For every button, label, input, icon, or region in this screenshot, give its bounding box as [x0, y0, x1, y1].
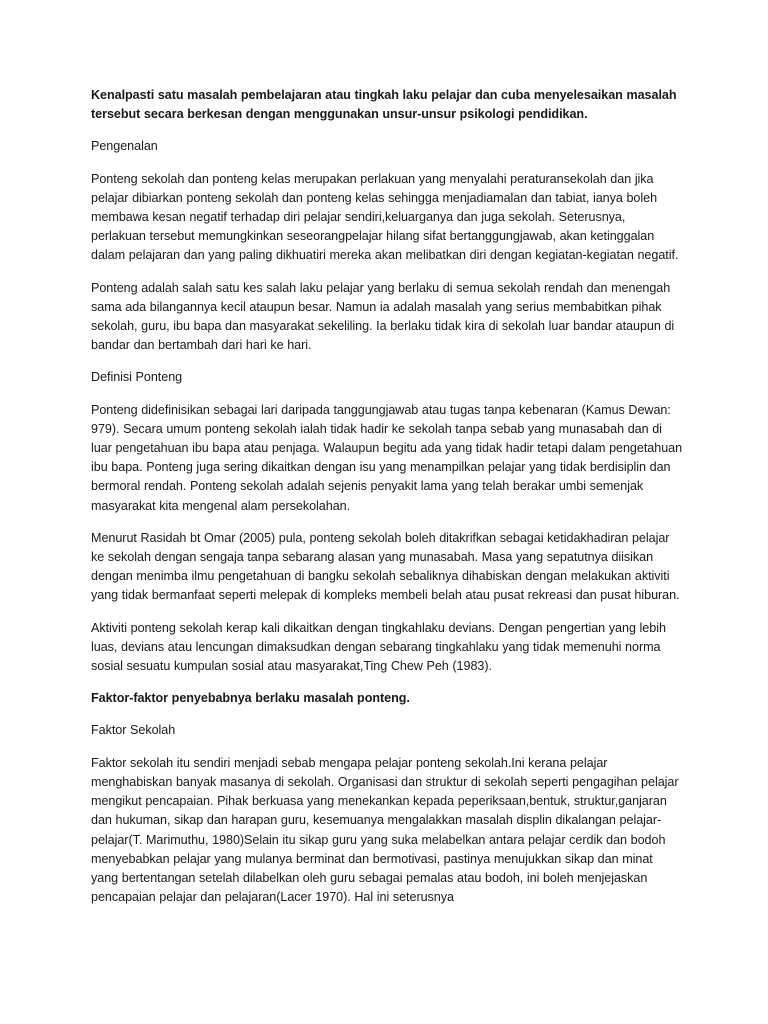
heading-faktor-penyebab: Faktor-faktor penyebabnya berlaku masalah ponteng. — [91, 691, 410, 706]
paragraph-pengenalan-2: Ponteng adalah salah satu kes salah laku pelajar yang berlaku di semua sekolah rendah dan menengah sama ada bilangannya kecil ataupun besar. Namun ia adalah masalah yang serius membabitkan pihak sekolah, guru, ibu bapa dan masyarakat sekeliling. Ia berlaku tidak kira di sekolah luar bandar ataupun di bandar dan bertambah dari hari ke hari. — [91, 280, 675, 353]
paragraph-definisi-3: Aktiviti ponteng sekolah kerap kali dikaitkan dengan tingkahlaku devians. Dengan pengertian yang lebih luas, devians atau lencungan dimaksudkan dengan sebarang tingkahlaku yang tidak memenuhi norma sosial sesuatu kumpulan sosial atau masyarakat,Ting Chew Peh (1983). — [91, 620, 666, 674]
paragraph-pengenalan-1: Ponteng sekolah dan ponteng kelas merupakan perlakuan yang menyalahi peraturansekolah dan jika pelajar dibiarkan ponteng sekolah dan ponteng kelas sehingga menjadiamalan dan tabiat, ianya boleh membawa kesan negatif terhadap diri pelajar sendiri,keluarganya dan juga sekolah. Seterusnya, perlakuan tersebut memungkinkan seseorangpelajar hilang sifat bertanggungjawab, akan ketinggalan dalam pelajaran dan yang paling dikhuatiri mereka akan melibatkan diri dengan kegiatan-kegiatan negatif. — [91, 171, 679, 263]
task-statement: Kenalpasti satu masalah pembelajaran atau tingkah laku pelajar dan cuba menyelesaikan masalah tersebut secara berkesan dengan menggunakan unsur-unsur psikologi pendidikan. — [91, 88, 677, 122]
heading-faktor-sekolah: Faktor Sekolah — [91, 723, 176, 738]
paragraph-definisi-1: Ponteng didefinisikan sebagai lari daripada tanggungjawab atau tugas tanpa kebenaran (Kamus Dewan: 979). Secara umum ponteng sekolah ialah tidak hadir ke sekolah tanpa sebab yang munasabah dan di luar pengetahuan ibu bapa atau penjaga. Walaupun begitu ada yang tidak hadir tetapi dalam pengetahuan ibu bapa. Ponteng juga sering dikaitkan dengan isu yang menampilkan pelajar yang tidak berdisiplin dan bermoral rendah. Ponteng sekolah adalah sejenis penyakit lama yang telah berakar umbi semenjak masyarakat kita mengenal alam persekolahan. — [91, 402, 683, 513]
paragraph-faktor-sekolah: Faktor sekolah itu sendiri menjadi sebab mengapa pelajar ponteng sekolah.Ini kerana pelajar menghabiskan banyak masanya di sekolah. Organisasi dan struktur di sekolah seperti pengagihan pelajar mengikut pencapaian. Pihak berkuasa yang menekankan kepada peperiksaan,bentuk, struktur,ganjaran dan hukuman, sikap dan harapan guru, kesemuanya mengalakkan masalah displin dikalangan pelajar-pelajar(T. Marimuthu, 1980)Selain itu sikap guru yang suka melabelkan antara pelajar cerdik dan bodoh menyebabkan pelajar yang mulanya berminat dan bermotivasi, pastinya menujukkan sikap dan minat yang bertentangan setelah dilabelkan oleh guru sebagai pemalas atau bodoh, ini boleh menjejaskan pencapaian pelajar dan pelajaran(Lacer 1970). Hal ini seterusnya — [91, 755, 679, 905]
heading-pengenalan: Pengenalan — [91, 139, 158, 154]
document-body — [91, 86, 683, 920]
paragraph-definisi-2: Menurut Rasidah bt Omar (2005) pula, ponteng sekolah boleh ditakrifkan sebagai ketidakhadiran pelajar ke sekolah dengan sengaja tanpa sebarang alasan yang munasabah. Masa yang sepatutnya diisikan dengan menimba ilmu pengetahuan di bangku sekolah sebaliknya dihabiskan dengan melakukan aktiviti yang tidak bermanfaat seperti melepak di kompleks membeli belah atau pusat rekreasi dan pusat hiburan. — [91, 530, 680, 603]
heading-definisi-ponteng: Definisi Ponteng — [91, 370, 183, 385]
